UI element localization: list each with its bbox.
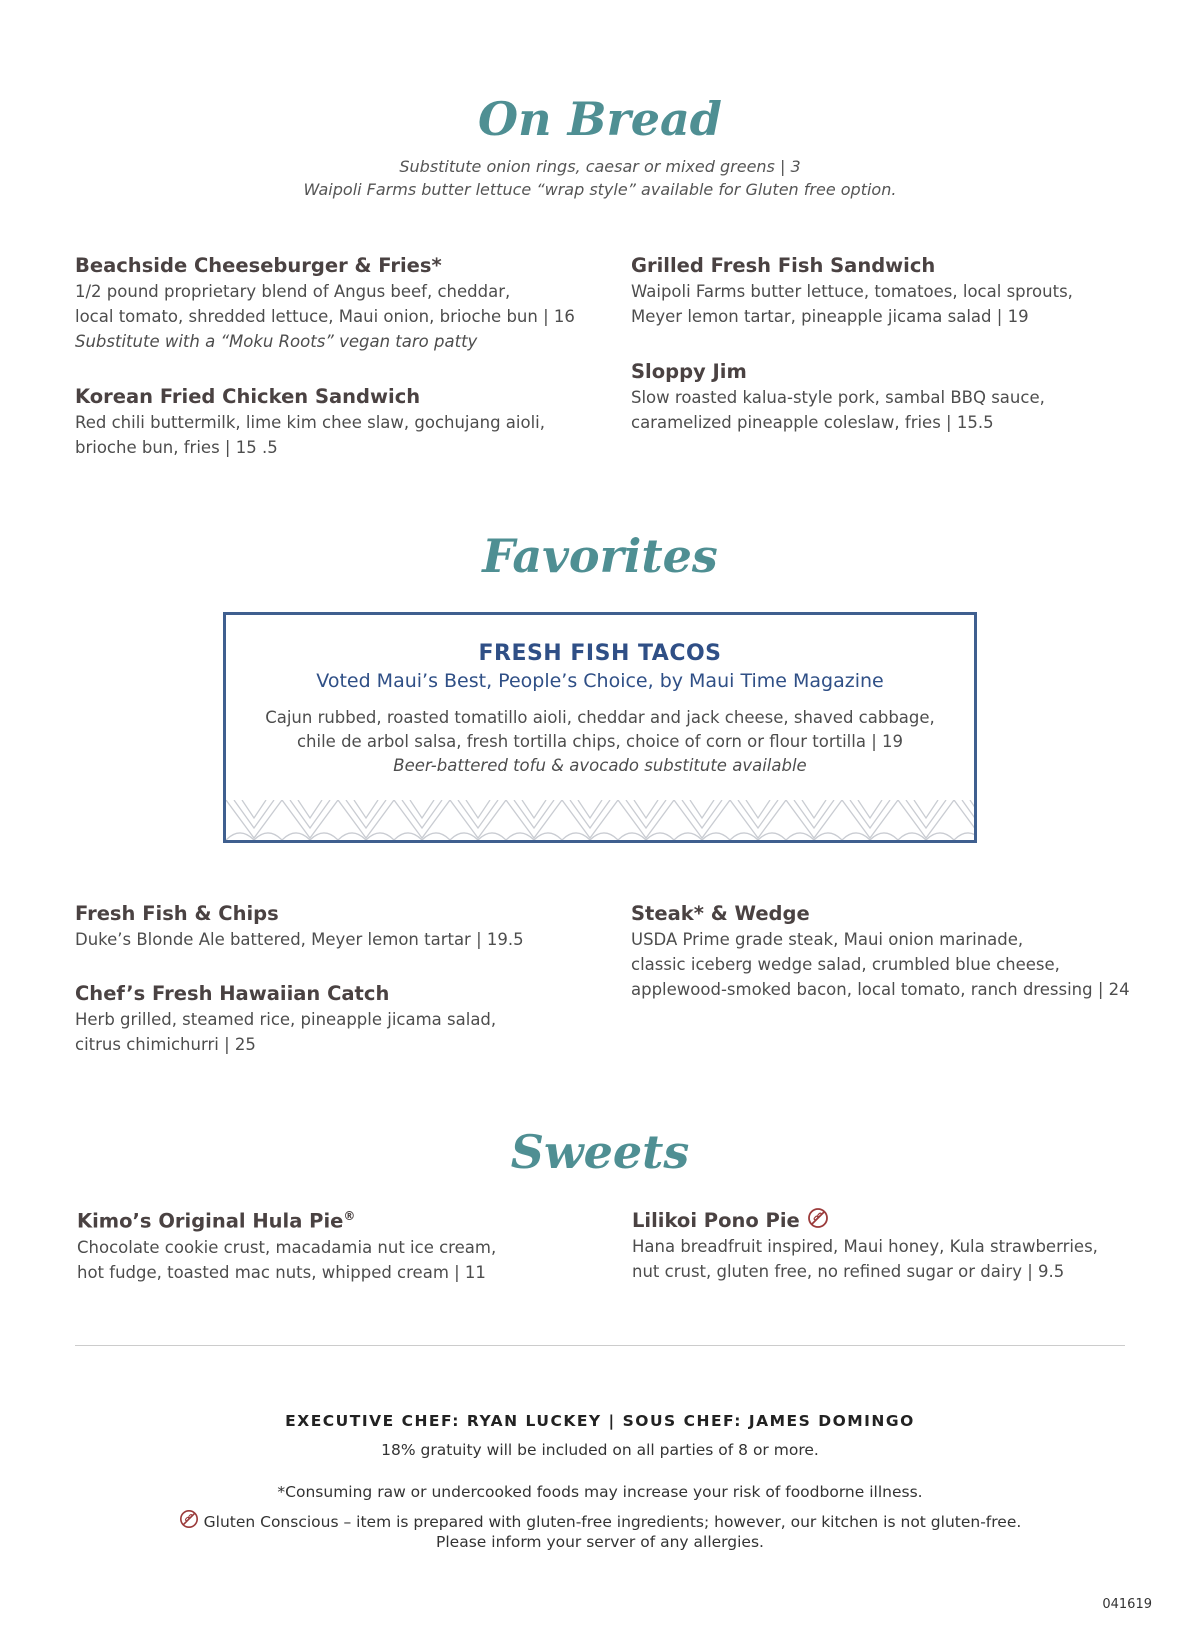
section-title-on-bread: On Bread [478,92,722,146]
item-name: Grilled Fresh Fish Sandwich [631,254,936,277]
item-name: Korean Fried Chicken Sandwich [75,385,421,408]
item-desc: USDA Prime grade steak, Maui onion marinade, [631,930,1024,949]
item-desc: Waipoli Farms butter lettuce, tomatoes, local sprouts, [631,282,1073,301]
item-desc: citrus chimichurri | 25 [75,1035,256,1054]
item-name [632,1207,1152,1234]
gluten-conscious-icon [179,1509,199,1529]
featured-box-fish-tacos [223,612,977,843]
menu-item-lilikoi-pie [632,1207,1152,1284]
item-desc: classic iceberg wedge salad, crumbled blue cheese, [631,955,1060,974]
gratuity-note: 18% gratuity will be included on all parties of 8 or more. [381,1441,819,1459]
featured-substitute: Beer-battered tofu & avocado substitute available [393,756,807,775]
featured-tagline: Voted Maui’s Best, People’s Choice, by Maui Time Magazine [316,670,884,692]
item-name: Steak* & Wedge [631,902,810,925]
item-desc: Chocolate cookie crust, macadamia nut ice cream, [77,1237,497,1257]
allergy-note: Please inform your server of any allergies. [436,1533,764,1551]
menu-item-hawaiian-catch [75,981,575,1057]
menu-item-fish-chips [75,901,575,952]
item-desc: Herb grilled, steamed rice, pineapple jicama salad, [75,1010,497,1029]
item-name-text: Lilikoi Pono Pie [632,1209,800,1232]
item-name [77,1203,577,1235]
menu-item-hula-pie [77,1203,577,1285]
item-name-text: Kimo’s Original Hula Pie [77,1209,344,1233]
item-desc: brioche bun, fries | 15 .5 [75,438,278,457]
on-bread-note-2: Waipoli Farms butter lettuce “wrap style” available for Gluten free option. [303,180,897,199]
item-name: Chef’s Fresh Hawaiian Catch [75,982,390,1005]
menu-item-cheeseburger [75,253,575,354]
featured-desc: chile de arbol salsa, fresh tortilla chips, choice of corn or flour tortilla | 19 [296,732,904,751]
item-desc: hot fudge, toasted mac nuts, whipped cream | 11 [77,1262,486,1282]
gluten-note-line [0,1509,1200,1531]
chef-credits: EXECUTIVE CHEF: RYAN LUCKEY | SOUS CHEF: JAMES DOMINGO [285,1412,915,1430]
menu-item-sloppy-jim [631,359,1151,435]
item-desc: Hana breadfruit inspired, Maui honey, Kula strawberries, [632,1237,1098,1256]
item-name: Sloppy Jim [631,360,747,383]
divider [75,1345,1125,1346]
item-desc: 1/2 pound proprietary blend of Angus beef, cheddar, [75,282,511,301]
on-bread-note-1: Substitute onion rings, caesar or mixed greens | 3 [399,157,801,176]
item-name: Beachside Cheeseburger & Fries* [75,254,442,277]
menu-item-steak-wedge [631,901,1171,1002]
featured-name: FRESH FISH TACOS [478,641,722,666]
menu-code: 041619 [1102,1597,1152,1612]
featured-desc: Cajun rubbed, roasted tomatillo aioli, cheddar and jack cheese, shaved cabbage, [265,708,935,727]
menu-item-korean-chicken [75,384,575,460]
item-desc: Slow roasted kalua-style pork, sambal BBQ sauce, [631,388,1045,407]
raw-food-warning: *Consuming raw or undercooked foods may increase your risk of foodborne illness. [277,1483,923,1501]
item-desc: applewood-smoked bacon, local tomato, ranch dressing | 24 [631,980,1130,999]
gluten-note: Gluten Conscious – item is prepared with gluten-free ingredients; however, our kitchen is not gluten-free. [203,1513,1022,1531]
item-desc: Red chili buttermilk, lime kim chee slaw, gochujang aioli, [75,413,546,432]
item-desc: caramelized pineapple coleslaw, fries | 15.5 [631,413,994,432]
gluten-conscious-icon [807,1207,829,1229]
menu-item-fish-sandwich [631,253,1151,329]
item-substitute: Substitute with a “Moku Roots” vegan taro patty [75,332,478,351]
item-desc: Duke’s Blonde Ale battered, Meyer lemon tartar | 19.5 [75,930,524,949]
section-title-sweets: Sweets [510,1125,690,1179]
item-desc: Meyer lemon tartar, pineapple jicama salad | 19 [631,307,1029,326]
registered-mark: ® [343,1209,356,1223]
decorative-pattern [226,800,974,840]
item-desc: nut crust, gluten free, no refined sugar or dairy | 9.5 [632,1262,1065,1281]
section-title-favorites: Favorites [482,529,718,583]
item-name: Fresh Fish & Chips [75,902,279,925]
item-desc: local tomato, shredded lettuce, Maui onion, brioche bun | 16 [75,307,575,326]
